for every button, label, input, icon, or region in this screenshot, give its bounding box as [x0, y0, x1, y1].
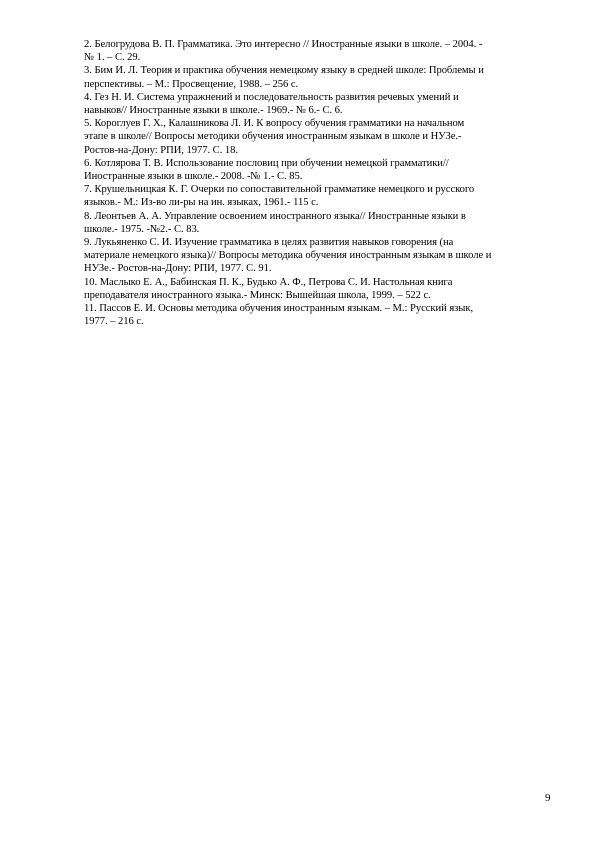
reference-item: [84, 236, 534, 276]
reference-list: [84, 38, 534, 328]
reference-item: [84, 91, 534, 117]
reference-line: 1977. – 216 с.: [84, 316, 144, 328]
reference-item: [84, 210, 534, 236]
reference-line: НУЗе.- Ростов-на-Дону: РПИ, 1977. С. 91.: [84, 263, 272, 275]
page-number: 9: [545, 792, 551, 804]
reference-item: [84, 157, 534, 183]
reference-line: материале немецкого языка)// Вопросы методика обучения иностранным языкам в школе и: [84, 250, 492, 262]
reference-line: перспективы. – М.: Просвещение, 1988. – 256 с.: [84, 78, 299, 90]
reference-line: 7. Крушельницкая К. Г. Очерки по сопоставительной грамматике немецкого и русского: [84, 184, 475, 196]
reference-line: 5. Короглуев Г. Х., Калашникова Л. И. К вопросу обучения грамматики на начальном: [84, 118, 465, 130]
reference-line: 3. Бим И. Л. Теория и практика обучения немецкому языку в средней школе: Проблемы и: [84, 65, 484, 77]
reference-line: преподавателя иностранного языка.- Минск: Вышейшая школа, 1999. – 522 с.: [84, 289, 431, 301]
reference-line: навыков// Иностранные языки в школе.- 1969.- № 6.- С. 6.: [84, 105, 343, 117]
reference-line: 9. Лукьяненко С. И. Изучение грамматика в целях развития навыков говорения (на: [84, 237, 454, 249]
reference-line: школе.- 1975. -№2.- С. 83.: [84, 223, 200, 235]
reference-item: [84, 302, 534, 328]
reference-item: [84, 183, 534, 209]
reference-line: языков.- М.: Из-во ли-ры на ин. языках, 1961.- 115 с.: [84, 197, 319, 209]
reference-item: [84, 276, 534, 302]
reference-item: [84, 117, 534, 157]
reference-item: [84, 38, 534, 64]
reference-line: 10. Маслыко Е. А., Бабинская П. К., Будько А. Ф., Петрова С. И. Настольная книга: [84, 276, 453, 288]
reference-line: 6. Котлярова Т. В. Использование пословиц при обучении немецкой грамматики//: [84, 157, 449, 169]
reference-line: этапе в школе// Вопросы методики обучения иностранным языкам в школе и НУЗе.-: [84, 131, 462, 143]
reference-line: Иностранные языки в школе.- 2008. -№ 1.- С. 85.: [84, 171, 303, 183]
reference-line: Ростов-на-Дону: РПИ, 1977. С. 18.: [84, 144, 238, 156]
reference-line: № 1. – С. 29.: [84, 52, 141, 64]
reference-item: [84, 64, 534, 90]
reference-line: 11. Пассов Е. И. Основы методика обучения иностранным языкам. – М.: Русский язык,: [84, 303, 474, 315]
reference-line: 4. Гез Н. И. Система упражнений и последовательность развития речевых умений и: [84, 91, 459, 103]
reference-line: 8. Леонтьев А. А. Управление освоением иностранного языка// Иностранные языки в: [84, 210, 466, 222]
reference-line: 2. Белогрудова В. П. Грамматика. Это интересно // Иностранные языки в школе. – 2004. -: [84, 39, 483, 50]
